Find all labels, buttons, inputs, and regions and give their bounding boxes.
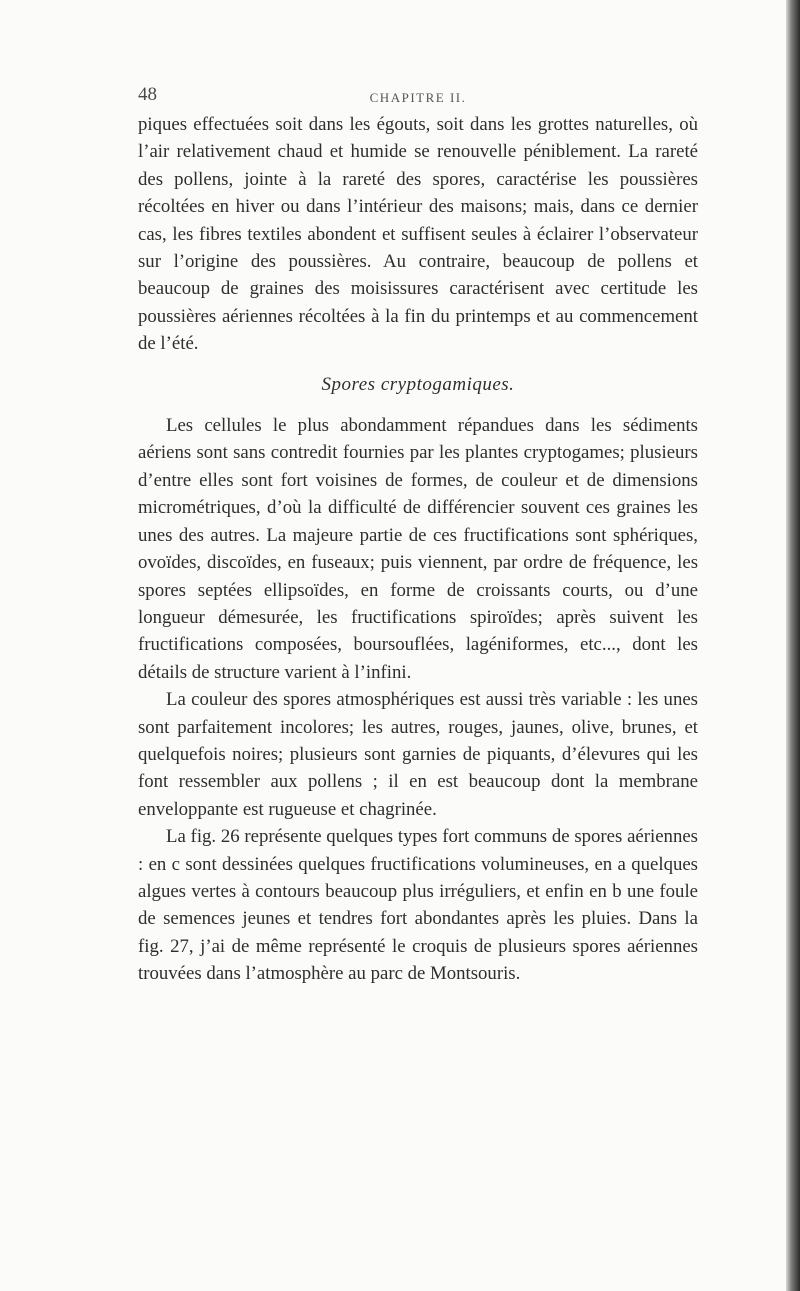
page-number: 48 [138,84,157,105]
paragraph-continued: piques effectuées soit dans les égouts, soit dans les grottes naturelles, où l’air relativement chaud et humide se renouvelle péniblement. La rareté des pollens, jointe à la rareté des spores, caractérise les poussières récoltées en hiver ou dans l’intérieur des maisons; mais, dans ce dernier cas, les fibres textiles abondent et suffisent seules à éclairer l’observateur sur l’origine des poussières. Au contraire, beaucoup de pollens et beaucoup de graines des moisissures caractérisent avec certitude les poussières aériennes récoltées à la fin du printemps et au commencement de l’été. [138,114,698,355]
paragraph: La fig. 26 représente quelques types fort communs de spores aériennes : en c sont dessinées quelques fructifications volumineuses, en a quelques algues vertes à contours beaucoup plus irréguliers, et enfin en b une foule de semences jeunes et tendres fort abondantes après les pluies. Dans la fig. 27, j’ai de même représenté le croquis de plusieurs spores aériennes trouvées dans l’atmosphère au parc de Montsouris. [138,826,698,985]
paragraph: Les cellules le plus abondamment répandues dans les sédiments aériens sont sans contredit fournies par les plantes cryptogames; plusieurs d’entre elles sont fort voisines de formes, de couleur et de dimensions micrométriques, d’où la difficulté de différencier souvent ces graines les unes des autres. La majeure partie de ces fructifications sont sphériques, ovoïdes, discoïdes, en fuseaux; puis viennent, par ordre de fréquence, les spores septées ellipsoïdes, en forme de croissants courts, ou d’une longueur démesurée, les fructifications spiroïdes; après suivent les fructifications composées, boursouflées, lagéniformes, etc..., dont les détails de structure varient à l’infini. [138,415,698,683]
body-text [138,111,698,988]
page-header [138,84,698,108]
section-title: Spores cryptogamiques. [321,373,515,395]
page-edge-shadow [786,0,800,1291]
paragraph: La couleur des spores atmosphériques est aussi très variable : les unes sont parfaitement incolores; les autres, rouges, jaunes, olive, brunes, et quelquefois noires; plusieurs sont garnies de piquants, d’élevures qui les font ressembler aux pollens ; il en est beaucoup dont la membrane enveloppante est rugueuse et chagrinée. [138,689,698,820]
running-head: CHAPITRE II. [369,90,467,105]
